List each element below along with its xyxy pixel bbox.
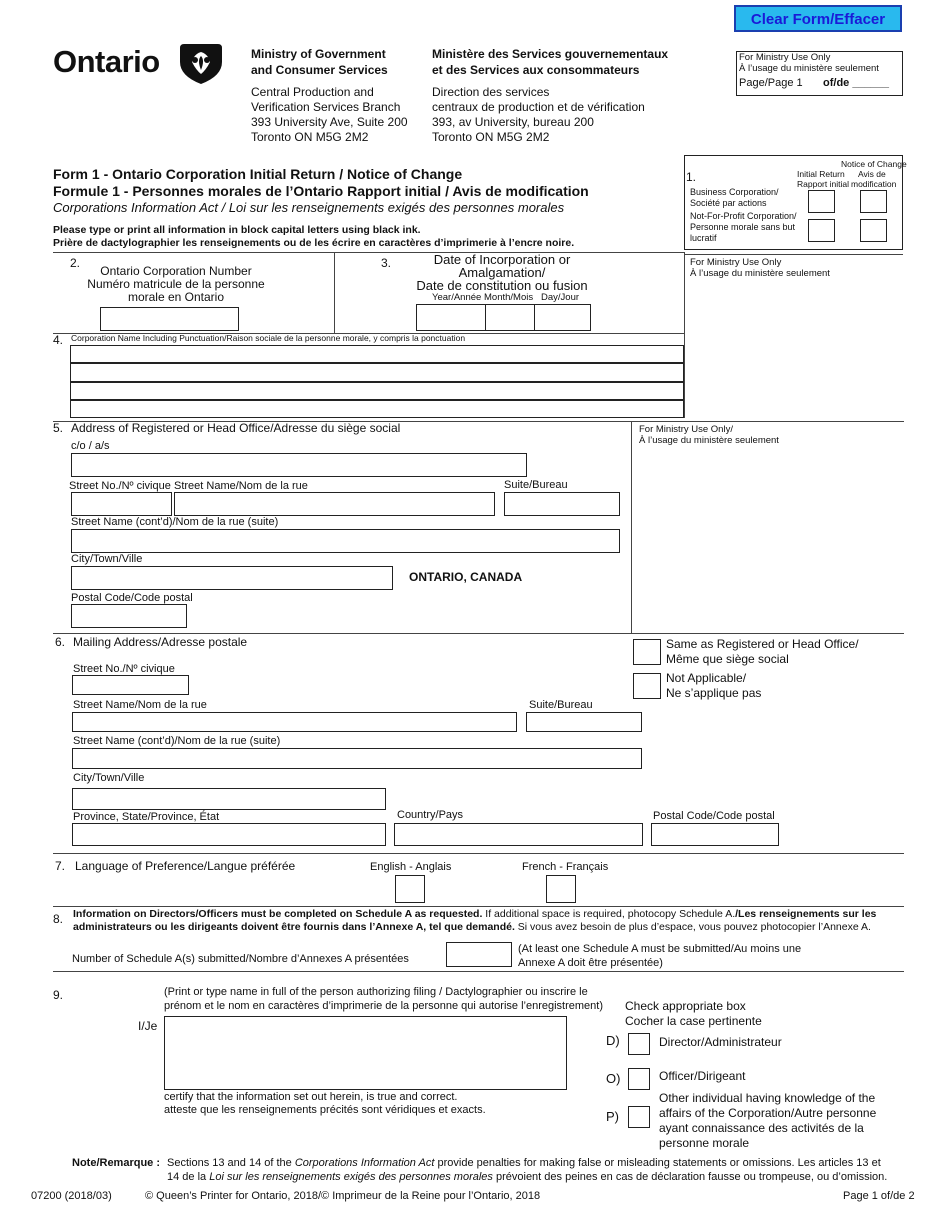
- director-letter: D): [606, 1033, 620, 1048]
- form-title-en: Form 1 - Ontario Corporation Initial Return / Notice of Change: [53, 166, 463, 182]
- registered-suite-input[interactable]: [504, 492, 620, 516]
- note-l1a: Sections 13 and 14 of the: [167, 1157, 295, 1169]
- nfp-corp-label1: Not-For-Profit Corporation/: [690, 211, 797, 221]
- ministry-fr-addr2: centraux de production et de vérification: [432, 100, 645, 114]
- same-as-registered-label2: Même que siège social: [666, 652, 789, 666]
- other-individual-label4: personne morale: [659, 1136, 750, 1150]
- ministry-en-addr1: Central Production and: [251, 85, 374, 99]
- registered-office-title: Address of Registered or Head Office/Adresse du siège social: [71, 421, 401, 435]
- section4-number: 4.: [53, 333, 64, 347]
- nfp-corp-label2: Personne morale sans but: [690, 222, 796, 232]
- corp-number-input[interactable]: [100, 307, 239, 331]
- ministry-en-line2: and Consumer Services: [251, 63, 388, 77]
- section8-number: 8.: [53, 912, 64, 926]
- mailing-province-input[interactable]: [72, 823, 386, 846]
- ministry-fr-addr1: Direction des services: [432, 85, 550, 99]
- ministry-en-addr2: Verification Services Branch: [251, 100, 401, 114]
- co-label: c/o / a/s: [71, 440, 110, 452]
- officer-checkbox[interactable]: [628, 1068, 650, 1090]
- rapport-initial-label: Rapport initial: [797, 179, 849, 189]
- certify-fr: atteste que les renseignements précités sont véridiques et exacts.: [164, 1104, 486, 1116]
- mailing-city-label: City/Town/Ville: [73, 772, 145, 784]
- english-checkbox[interactable]: [395, 875, 425, 903]
- section8-normal2: Si vous avez besoin de plus d’espace, vous pouvez photocopier l’Annexe A.: [514, 921, 871, 933]
- corp-name-label: Corporation Name Including Punctuation/Raison sociale de la personne morale, y compris la ponctuation: [71, 333, 466, 343]
- section6-number: 6.: [55, 635, 66, 649]
- nfp-corp-label3: lucratif: [690, 233, 717, 243]
- ministry-en-line1: Ministry of Government: [251, 47, 386, 61]
- note-line1: [167, 1156, 881, 1170]
- section9-number: 9.: [53, 988, 64, 1002]
- note-line2: [167, 1170, 887, 1184]
- corp-name-line3-input[interactable]: [70, 382, 684, 400]
- print-name-instruction1: (Print or type name in full of the person authorizing filing / Dactylographier ou inscrire le: [164, 986, 588, 998]
- section2-number: 2.: [70, 256, 81, 270]
- page-label: Page/Page 1: [739, 77, 803, 89]
- instruction-fr: Prière de dactylographier les renseignements ou de les écrire en caractères d’imprimerie à l’encre noire.: [53, 237, 575, 249]
- corp-name-line1-input[interactable]: [70, 345, 684, 363]
- clear-form-button[interactable]: Clear Form/Effacer: [734, 5, 902, 32]
- business-initial-return-checkbox[interactable]: [808, 190, 835, 213]
- note-l2c: prévoient des peines en cas de déclaration fausse ou trompeuse, ou d’omission.: [492, 1171, 888, 1183]
- mailing-city-input[interactable]: [72, 788, 386, 810]
- same-as-registered-label1: Same as Registered or Head Office/: [666, 637, 859, 651]
- incorporation-date-label2: Amalgamation/: [458, 265, 546, 280]
- mailing-address-title: Mailing Address/Adresse postale: [73, 635, 248, 649]
- mailing-province-label: Province, State/Province, État: [73, 811, 220, 823]
- mailing-suite-label: Suite/Bureau: [529, 699, 593, 711]
- incorporation-date-label3: Date de constitution ou fusion: [416, 278, 588, 293]
- schedule-note-line2: Annexe A doit être présentée): [518, 957, 663, 969]
- corp-number-label2: Numéro matricule de la personne: [87, 277, 265, 291]
- mailing-country-label: Country/Pays: [397, 809, 464, 821]
- form-code: 07200 (2018/03): [31, 1190, 112, 1202]
- mailing-street-name-input[interactable]: [72, 712, 517, 732]
- officer-letter: O): [606, 1071, 621, 1086]
- form-act-title: Corporations Information Act / Loi sur les renseignements exigés des personnes morales: [53, 200, 565, 215]
- ministry-use-top-line2: À l’usage du ministère seulement: [739, 63, 879, 74]
- certify-en: certify that the information set out herein, is true and correct.: [164, 1091, 458, 1103]
- registered-street-name-input[interactable]: [174, 492, 495, 516]
- ije-label: I/Je: [138, 1019, 158, 1033]
- ministry-use-s5-line1: For Ministry Use Only/: [639, 424, 733, 435]
- incorporation-month-input[interactable]: [485, 304, 535, 331]
- nfp-initial-return-checkbox[interactable]: [808, 219, 835, 242]
- form-title-fr: Formule 1 - Personnes morales de l’Ontario Rapport initial / Avis de modification: [53, 183, 589, 199]
- mailing-street-no-label: Street No./Nº civique: [73, 663, 175, 675]
- section8-text-line1: [73, 908, 905, 921]
- incorporation-date-label1: Date of Incorporation or: [433, 252, 571, 267]
- instruction-en: Please type or print all information in block capital letters using black ink.: [53, 224, 421, 236]
- officer-label: Officer/Dirigeant: [659, 1069, 746, 1083]
- other-individual-label3: ayant connaissance des activités de la: [659, 1121, 864, 1135]
- schedule-count-input[interactable]: [446, 942, 512, 967]
- same-as-registered-checkbox[interactable]: [633, 639, 661, 665]
- mailing-postal-label: Postal Code/Code postal: [653, 810, 775, 822]
- check-appropriate-en: Check appropriate box: [625, 999, 746, 1013]
- trillium-logo-icon: [178, 40, 224, 86]
- notice-of-change-label: Notice of Change: [841, 159, 907, 169]
- registered-suite-label: Suite/Bureau: [504, 479, 568, 491]
- month-label: Month/Mois: [484, 292, 534, 303]
- corp-name-line2-input[interactable]: [70, 363, 684, 382]
- page-of-label: of/de ______: [823, 77, 890, 89]
- note-label: Note/Remarque :: [72, 1157, 161, 1169]
- mailing-country-input[interactable]: [394, 823, 643, 846]
- registered-street-no-label: Street No./Nº civique: [69, 480, 171, 492]
- english-label: English - Anglais: [370, 861, 452, 873]
- ministry-fr-line1: Ministère des Services gouvernementaux: [432, 47, 669, 61]
- other-individual-label2: affairs of the Corporation/Autre personne: [659, 1106, 877, 1120]
- not-applicable-checkbox[interactable]: [633, 673, 661, 699]
- note-l1b: Corporations Information Act: [294, 1157, 435, 1169]
- avis-de-label: Avis de: [858, 169, 886, 179]
- section8-bold1: Information on Directors/Officers must be completed on Schedule A as requested.: [73, 908, 483, 920]
- director-checkbox[interactable]: [628, 1033, 650, 1055]
- registered-street-name-label: Street Name/Nom de la rue: [174, 480, 308, 492]
- other-individual-label1: Other individual having knowledge of the: [659, 1091, 876, 1105]
- ontario-canada-text: ONTARIO, CANADA: [409, 570, 523, 584]
- schedule-note-line1: (At least one Schedule A must be submitted/Au moins une: [518, 943, 802, 955]
- print-name-instruction2: prénom et le nom en caractères d’imprimerie de la personne qui autorise l’enregistrement): [164, 1000, 603, 1012]
- mailing-street-cont-input[interactable]: [72, 748, 642, 769]
- note-l2a: 14 de la: [167, 1171, 210, 1183]
- mailing-street-no-input[interactable]: [72, 675, 189, 695]
- ministry-en-addr3: 393 University Ave, Suite 200: [251, 115, 408, 129]
- french-label: French - Français: [522, 861, 609, 873]
- registered-postal-label: Postal Code/Code postal: [71, 592, 193, 604]
- section3-number: 3.: [381, 256, 392, 270]
- day-label: Day/Jour: [541, 292, 580, 303]
- registered-street-cont-label: Street Name (cont’d)/Nom de la rue (suite): [71, 516, 279, 528]
- registered-street-no-input[interactable]: [71, 492, 172, 516]
- note-l2b: Loi sur les renseignements exigés des personnes morales: [209, 1171, 493, 1183]
- section8-normal1: If additional space is required, photocopy Schedule A.: [482, 908, 736, 920]
- mailing-street-name-label: Street Name/Nom de la rue: [73, 699, 207, 711]
- corp-number-label1: Ontario Corporation Number: [100, 264, 252, 278]
- section1-number: 1.: [686, 170, 697, 184]
- corp-number-label3: morale en Ontario: [127, 290, 225, 304]
- section7-number: 7.: [55, 859, 66, 873]
- section8-text-line2: [73, 921, 905, 934]
- ministry-fr-addr3: 393, av University, bureau 200: [432, 115, 594, 129]
- business-corp-label2: Société par actions: [690, 198, 767, 208]
- schedule-count-label: Number of Schedule A(s) submitted/Nombre d’Annexes A présentées: [72, 953, 409, 965]
- section8-bold2: /Les renseignements sur les: [735, 908, 877, 920]
- incorporation-day-input[interactable]: [534, 304, 591, 331]
- section5-number: 5.: [53, 421, 64, 435]
- ministry-use-mid-line1: For Ministry Use Only: [690, 257, 782, 268]
- mailing-street-cont-label: Street Name (cont’d)/Nom de la rue (suite): [73, 735, 281, 747]
- corp-name-line4-input[interactable]: [70, 400, 684, 418]
- not-applicable-label2: Ne s’applique pas: [666, 686, 762, 700]
- other-letter: P): [606, 1109, 619, 1124]
- mailing-postal-input[interactable]: [651, 823, 779, 846]
- ministry-fr-addr4: Toronto ON M5G 2M2: [432, 130, 550, 144]
- other-individual-checkbox[interactable]: [628, 1106, 650, 1128]
- registered-street-cont-input[interactable]: [71, 529, 620, 553]
- business-notice-change-checkbox[interactable]: [860, 190, 887, 213]
- ministry-fr-line2: et des Services aux consommateurs: [432, 63, 640, 77]
- ministry-use-s5-line2: À l’usage du ministère seulement: [639, 435, 779, 446]
- registered-city-input[interactable]: [71, 566, 393, 590]
- ministry-use-top-line1: For Ministry Use Only: [739, 52, 831, 63]
- ontario-logo-text: Ontario: [53, 44, 160, 79]
- registered-city-label: City/Town/Ville: [71, 553, 143, 565]
- business-corp-label1: Business Corporation/: [690, 187, 779, 197]
- ministry-use-mid-line2: À l’usage du ministère seulement: [690, 268, 830, 279]
- mailing-suite-input[interactable]: [526, 712, 642, 732]
- ministry-en-addr4: Toronto ON M5G 2M2: [251, 130, 369, 144]
- director-label: Director/Administrateur: [659, 1035, 782, 1049]
- french-checkbox[interactable]: [546, 875, 576, 903]
- registered-co-input[interactable]: [71, 453, 527, 477]
- section8-bold3: administrateurs ou les dirigeants doivent être fournis dans l’Annexe A, tel que demandé.: [73, 921, 515, 933]
- nfp-notice-change-checkbox[interactable]: [860, 219, 887, 242]
- incorporation-year-input[interactable]: [416, 304, 486, 331]
- note-l1c: provide penalties for making false or misleading statements or omissions. Les articles 13 et: [434, 1157, 881, 1169]
- check-appropriate-fr: Cocher la case pertinente: [625, 1014, 762, 1028]
- year-label: Year/Année: [432, 292, 482, 303]
- copyright-text: © Queen’s Printer for Ontario, 2018/© Imprimeur de la Reine pour l’Ontario, 2018: [145, 1190, 541, 1202]
- registered-postal-input[interactable]: [71, 604, 187, 628]
- initial-return-label: Initial Return: [797, 169, 845, 179]
- not-applicable-label1: Not Applicable/: [666, 671, 747, 685]
- page-number: Page 1 of/de 2: [843, 1190, 915, 1202]
- modification-label: modification: [851, 179, 897, 189]
- language-title: Language of Preference/Langue préférée: [75, 859, 296, 873]
- authorizing-name-input[interactable]: [164, 1016, 567, 1090]
